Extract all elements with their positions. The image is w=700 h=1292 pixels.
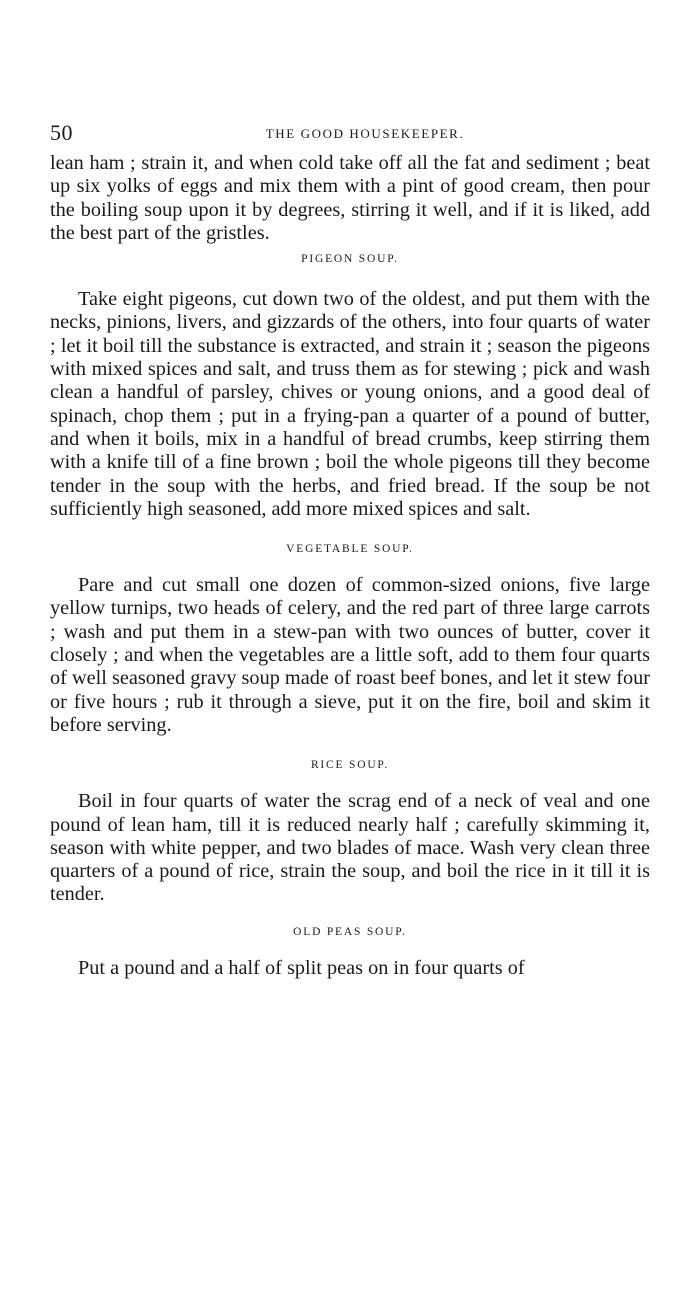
vegetable-soup-paragraph: Pare and cut small one dozen of common-sized onions, five large yellow turnips, two heads of celery, and the red part of three large carrots ; wash and put them in a stew-pan with two ounces of butter, cover it closely ; and when the vegetables are a little soft, add to them four quarts of well seasoned gravy soup made of roast beef bones, and let it stew four or five hours ; rub it through a sieve, put it on the fire, boil and skim it before serving.: [50, 574, 650, 736]
pigeon-soup-paragraph: Take eight pigeons, cut down two of the oldest, and put them with the necks, pinions, livers, and gizzards of the others, into four quarts of water ; let it boil till the substance is extracted, and strain it ; season the pigeons with mixed spices and salt, and truss them as for stewing ; pick and wash clean a handful of parsley, chives or young onions, and a good deal of spinach, chop them ; put in a frying-pan a quarter of a pound of butter, and when it boils, mix in a handful of bread crumbs, keep stirring them with a knife till of a fine brown ; boil the whole pigeons till they become tender in the soup with the herbs, and fried bread. If the soup be not sufficiently high seasoned, add more mixed spices and salt.: [50, 288, 650, 520]
running-head: [50, 118, 650, 148]
book-page: [50, 118, 650, 980]
old-peas-soup-heading: OLD PEAS SOUP.: [293, 925, 407, 938]
vegetable-soup-heading: VEGETABLE SOUP.: [286, 543, 414, 556]
continuation-paragraph: lean ham ; strain it, and when cold take off all the fat and sediment ; beat up six yolks of eggs and mix them with a pint of good cream, then pour the boiling soup upon it by degrees, stirring it well, and if it is liked, add the best part of the gristles.: [50, 152, 650, 244]
old-peas-soup-paragraph: Put a pound and a half of split peas on in four quarts of: [78, 956, 525, 979]
rice-soup-paragraph: Boil in four quarts of water the scrag end of a neck of veal and one pound of lean ham, till it is reduced nearly half ; carefully skimming it, season with white pepper, and two blades of mace. Wash very clean three quarters of a pound of rice, strain the soup, and boil the rice in it till it is tender.: [50, 790, 650, 906]
pigeon-soup-heading: PIGEON SOUP.: [301, 253, 399, 266]
page-number: 50: [50, 120, 73, 145]
running-title: THE GOOD HOUSEKEEPER.: [265, 126, 465, 141]
rice-soup-heading: RICE SOUP.: [310, 759, 390, 772]
